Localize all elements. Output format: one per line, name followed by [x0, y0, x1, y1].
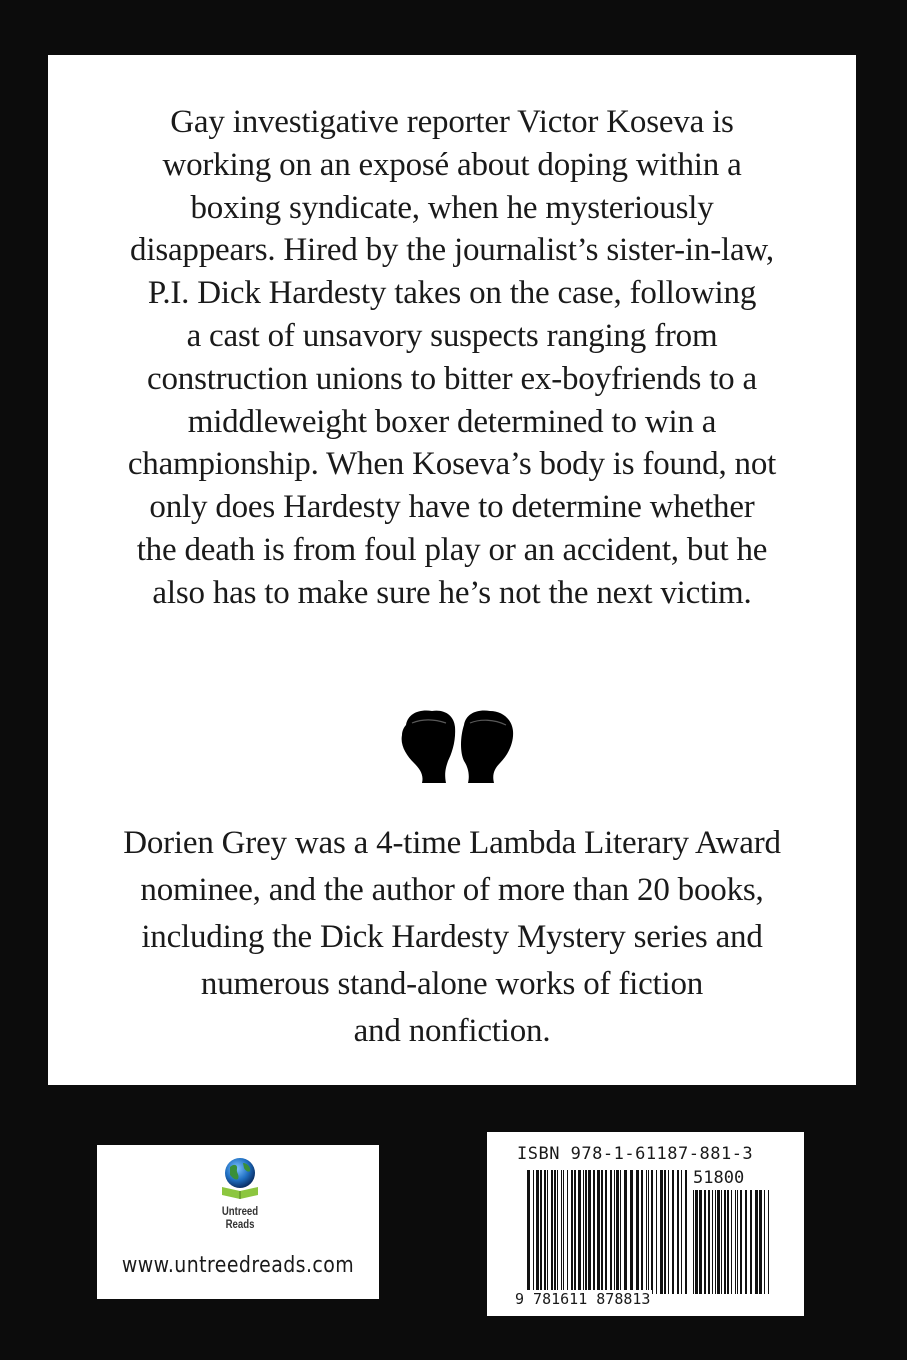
boxing-gloves-icon	[398, 707, 518, 787]
blurb-line: disappears. Hired by the journalist’s sister-in-law,	[130, 232, 774, 269]
logo-line: Untreed	[221, 1204, 259, 1218]
book-blurb	[68, 101, 836, 615]
logo-line: Reads	[225, 1217, 255, 1231]
price-code: 51800	[693, 1168, 745, 1188]
barcode-panel	[487, 1132, 804, 1316]
isbn-barcode	[527, 1170, 687, 1294]
bio-line: nominee, and the author of more than 20 books,	[140, 872, 764, 908]
bio-line: including the Dick Hardesty Mystery series and	[141, 919, 763, 955]
blurb-line: P.I. Dick Hardesty takes on the case, following	[147, 275, 757, 312]
blurb-line: working on an exposé about doping within a	[162, 146, 742, 183]
isbn-label: ISBN 978-1-61187-881-3	[517, 1144, 754, 1164]
publisher-panel	[97, 1145, 379, 1299]
blurb-line: construction unions to bitter ex-boyfriends to a	[147, 360, 757, 397]
blurb-line: also has to make sure he’s not the next victim.	[152, 574, 752, 611]
publisher-website[interactable]: www.untreedreads.com	[121, 1253, 355, 1278]
blurb-line: middleweight boxer determined to win a	[187, 403, 717, 440]
bio-line: numerous stand-alone works of fiction	[200, 966, 704, 1002]
price-barcode	[693, 1190, 769, 1294]
publisher-logo-text	[206, 1205, 275, 1231]
globe-book-icon	[218, 1155, 262, 1199]
blurb-line: boxing syndicate, when he mysteriously	[190, 189, 714, 226]
bio-line: Dorien Grey was a 4-time Lambda Literary Award	[123, 825, 781, 861]
description-panel	[48, 55, 856, 1085]
author-bio	[68, 820, 836, 1055]
barcode-digits: 9 781611 878813	[515, 1290, 651, 1308]
blurb-line: the death is from foul play or an accident, but he	[136, 531, 768, 568]
blurb-line: a cast of unsavory suspects ranging from	[186, 317, 718, 354]
blurb-line: only does Hardesty have to determine whether	[149, 489, 755, 526]
blurb-line: Gay investigative reporter Victor Koseva is	[170, 104, 734, 140]
bio-line: and nonfiction.	[353, 1013, 551, 1049]
blurb-line: championship. When Koseva’s body is found, not	[127, 446, 777, 483]
